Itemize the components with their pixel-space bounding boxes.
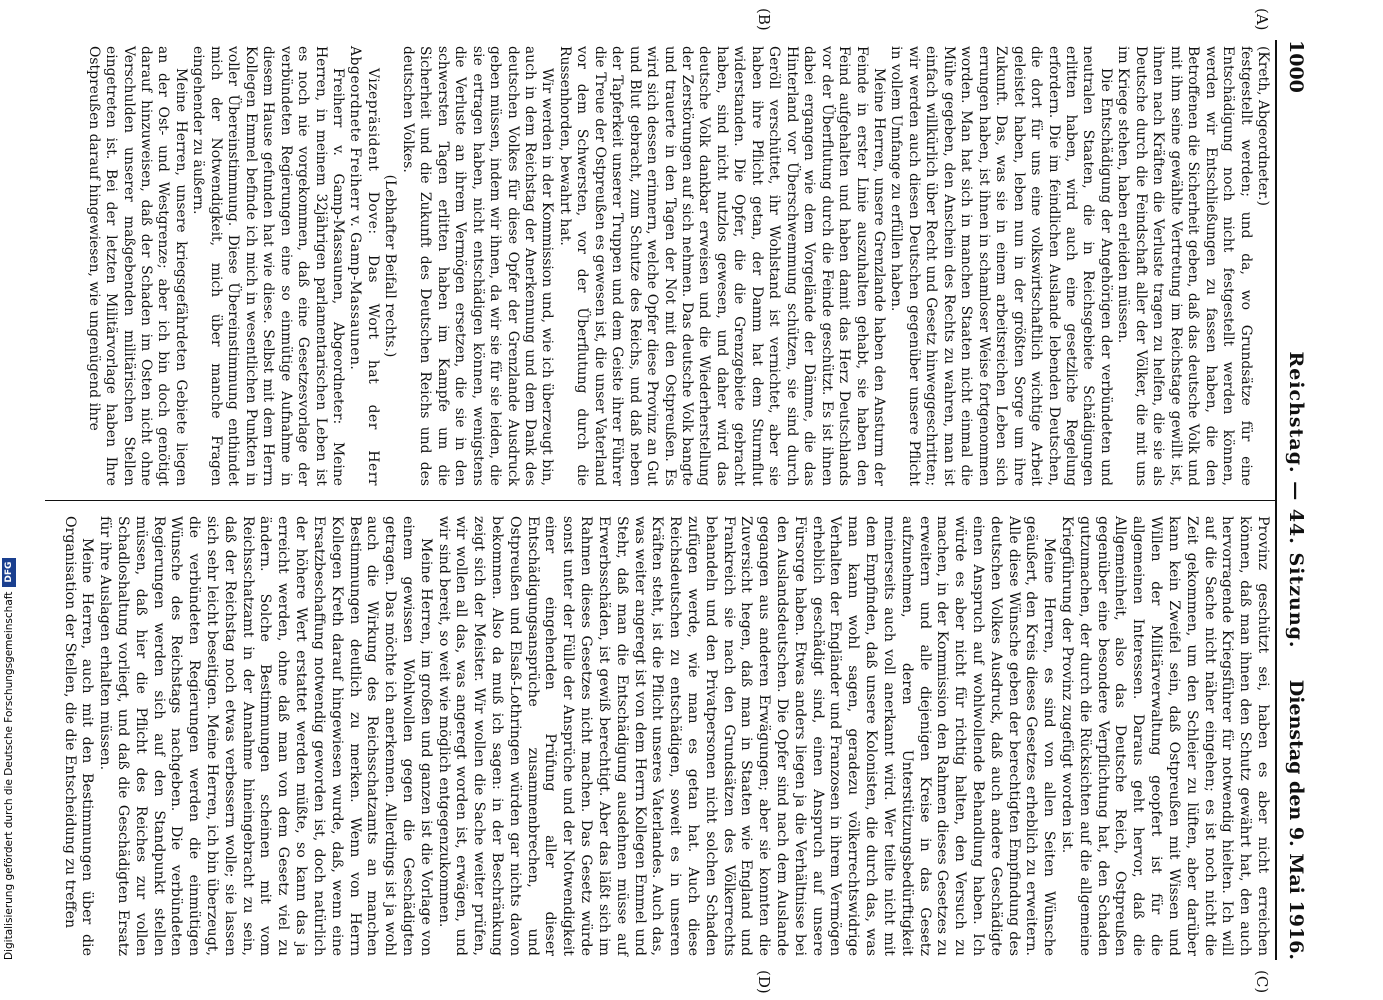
column-divider bbox=[45, 500, 1275, 501]
speaker-announcement: Vizepräsident Dove: Das Wort hat der Herr Abgeordnete Freiherr v. Gamp-Massaunen. bbox=[347, 46, 381, 486]
digitization-attribution bbox=[2, 561, 20, 960]
right-text-column bbox=[60, 516, 1271, 956]
running-title: Reichstag. — 44. Sitzung. bbox=[1285, 351, 1307, 649]
page-header bbox=[1277, 40, 1311, 960]
left-text-column bbox=[84, 46, 1271, 486]
margin-marker-b: (B) bbox=[755, 8, 773, 31]
speaker-note: (Kreth, Abgeordneter.) bbox=[1255, 46, 1271, 206]
paragraph: Meine Herren, es sind von allen Seiten Wünsche geäußert, den Kreis dieses Gesetzes erheblich zu erweitern. Alle diese Wünsche geben der berechtigten Empfindung des deutschen Volkes Ausdruck, daß auch andere Geschädigte einen Anspruch auf wohlwollende Behandlung haben. Ich würde es aber nicht für richtig halten, den Versuch zu machen, in der Kommission den Rahmen dieses Gesetzes zu erweitern und alle diejenigen Kreise in das Gesetz aufzunehmen, deren Unterstützungsbedürftigkeit meinerseits auch voll anerkannt wird. Wer teilte nicht mit dem Empfinden, daß unsere Kolonisten, die durch das, was man kann wohl sagen, geradezu völkerrechtswidrige Verhalten der Engländer und Franzosen in ihrem Vermögen erheblich geschädigt sind, einen Anspruch auf unsere Fürsorge haben. Etwas anders liegen ja die Verhältnisse bei den Auslandsdeutschen. Die Opfer sind nach dem Auslande gegangen aus anderen Erwägungen; aber sie konnten die Zuversicht hegen, daß man in Staaten wie England und Frankreich sie nach den Grundsätzen des Völkerrechts behandeln und den Privatpersonen nicht solchen Schaden zufügen werde, wie man es getan hat. Auch diese Reichsdeutschen zu entschädigen, soweit es in unseren Kräften steht, ist die Pflicht unseres Vaterlandes. Auch das, was weiter angeregt ist von dem Herrn Kollegen Emmel und Stehr, daß man die Entschädigung ausdehnen müsse auf Erwerbsschäden, ist gewiß berechtigt. Aber das läßt sich im Rahmen dieses Gesetzes nicht machen. Das Gesetz würde sonst unter der Fülle der Ansprüche und der Notwendigkeit einer eingehenden Prüfung aller dieser Entschädigungsansprüche zusammenbrechen, und Ostpreußen und Elsaß-Lothringen würden gar nichts davon bekommen. Also da muß ich sagen: in der Beschränkung zeigt sich der Meister. Wir wollen die Sache weiter prüfen, wir wollen all das, was angeregt worden ist, erwägen, und wir sind bereit, so weit wie möglich entgegenzukommen. bbox=[435, 516, 1058, 956]
paragraph: Wir werden in der Kommission und, wie ich überzeugt bin, auch in dem Reichstag der Anerkennung und dem Dank des deutschen Volkes für diese Opfer der Grenzlande Ausdruck geben müssen, indem wir ihnen, da wir sie für sie leiden, die sie ertragen haben, nicht entschädigen können, wenigstens die Verluste an ihrem Vermögen ersetzen, die sie in den schwersten Tagen erlitten haben im Kampfe um die Sicherheit und die Zukunft des Deutschen Reichs und des deutschen Volkes. bbox=[399, 46, 556, 486]
margin-marker-c: (C) bbox=[1253, 970, 1271, 994]
attribution-text: Digitalisierung gefördert durch die Deutsche Forschungsgemeinschaft bbox=[3, 591, 15, 960]
paragraph: Provinz geschützt sei, haben es aber nicht erreichen können, daß man ihnen den Schutz gewährt hat, den auch hervorragende Kriegsführer für notwendig hielten. Ich will auf die Sache nicht näher eingehen; es ist noch nicht die Zeit gekommen, um den Schleier zu lüften, aber darüber kann kein Zweifel sein, daß Ostpreußen mit Wissen und Willen der Militärverwaltung geopfert ist für die allgemeinen Interessen. Daraus geht hervor, daß die Allgemeinheit, also das Deutsche Reich, Ostpreußen gegenüber eine besondere Verpflichtung hat, den Schaden gutzumachen, der durch die Rücksichten auf die allgemeine Kriegführung der Provinz zugefügt worden ist. bbox=[1059, 516, 1271, 956]
paragraph: Meine Herren, unsere Grenzlande haben den Ansturm der Feinde in erster Linie auszuhalten gehabt, sie haben den Feind aufgehalten und haben damit das Herz Deutschlands vor der Überflutung durch die Feinde geschützt. Es ist ihnen dabei ergangen wie dem Vorgelände der Dämme, die das Hinterland vor Überschwemmung schützen, sie sind durch Geröll verschüttet, ihr Wohlstand ist vernichtet, aber sie haben ihre Pflicht getan, der Damm hat dem Sturmflut widerstanden. Die Opfer, die die Grenzgebiete gebracht haben, sind nicht nutzlos gewesen, und daher wird das deutsche Volk dankbar erweisen und die Wiederherstellung der Zerstörungen auf sich nehmen. Das deutsche Volk bangte und trauerte in den Tagen der Not mit den Ostpreußen. Es wird sich dessen erinnern, welche Opfer diese Provinz an Gut und Blut gebracht, zum Schutze des Reichs, und daß neben der Tapferkeit unserer Truppen und dem Geiste ihrer Führer die Treue der Ostpreußen es gewesen ist, die unser Vaterland vor dem Schwersten, vor der Überflutung durch die Russenhorden, bewahrt hat. bbox=[556, 46, 888, 486]
paragraph: Die Entschädigung der Angehörigen der verbündeten und neutralen Staaten, die in Reichsgebiete Schädigungen erlitten haben, wird auch eine gesetzliche Regelung erfordern. Die im feindlichen Auslande lebenden Deutschen, die dort für uns eine volkswirtschaftlich wichtige Arbeit geleistet haben, leben nun in der größten Sorge um ihre Zukunft. Das, was sie in einem arbeitsreichen Leben sich errungen haben, ist ihnen in schamloser Weise fortgenommen worden. Man hat sich in manchen Staaten nicht einmal die Mühe gegeben, den Anschein des Rechts zu wahren, man ist einfach willkürlich über Recht und Gesetz hinweggeschritten; wir werden auch diesen Deutschen gegenüber unsere Pflicht in vollem Umfange zu erfüllen haben. bbox=[888, 46, 1114, 486]
paragraph: Meine Herren, auch mit den Bestimmungen über die Organisation der Stellen, die die Entscheidung zu treffen bbox=[61, 516, 96, 956]
page-number: 1000 bbox=[1285, 40, 1307, 93]
session-date: Dienstag den 9. Mai 1916. bbox=[1285, 679, 1307, 960]
paragraph: Freiherr v. Gamp-Massaunen, Abgeordneter: Meine Herren, in meinem 32jährigen parlamentarischen Leben ist es noch nie vorgekommen, daß eine Gesetzesvorlage der verbündeten Regierungen eine so einmütige Aufnahme in diesem Hause gefunden hat wie diese. Selbst mit dem Herrn Kollegen Emmel befinde ich mich in wesentlichen Punkten in voller Übereinstimmung. Diese Übereinstimmung enthindet mich der Notwendigkeit, mich über manche Fragen eingehender zu äußern. bbox=[190, 46, 346, 486]
applause-note: (Lebhafter Beifall rechts.) bbox=[382, 174, 399, 358]
margin-marker-d: (D) bbox=[755, 970, 773, 994]
paragraph: Meine Herren, unsere kriegsgefährdeten Gebiete liegen an der Ost- und Westgrenze; aber ich bin doch genötigt darauf hinzuweisen, daß der Schaden im Osten nicht ohne Verschulden unserer maßgebenden militärischen Stellen eingetreten ist. Bei der letzten Militärvorlage haben Ihre Ostpreußen darauf hingewiesen, wie ungenügend ihre bbox=[85, 46, 189, 486]
dfg-logo-icon: DFG bbox=[2, 558, 16, 587]
paragraph: Meine Herren, im großen und ganzen ist die Vorlage von einem gewissen Wohlwollen gegen die Geschädigten getragen. Das möchte ich anerkennen. Allerdings ist ja wohl auch die Wirkung des Reichsschatzamts an manchen Bestimmungen deutlich zu merken. Wenn von Herrn Kollegen Kreth darauf hingewiesen wurde, daß, wenn eine Ersatzbeschaffung notwendig geworden ist, doch natürlich der höhere Wert erstattet werden müßte, so kann das ja erreicht werden, ohne daß man von dem Gesetz viel zu ändern. Solche Bestimmungen scheinen mit vom Reichsschatzamt in der Annahme hineingebracht zu sein, daß der Reichstag noch etwas verbessern wolle; sie lassen sich sehr leicht beseitigen. Meine Herren, ich bin überzeugt, die verbündeten Regierungen werden die einmütigen Wünsche des Reichstags nachgeben. Die verbündeten Regierungen werden sich auf den Standpunkt stellen müssen, daß hier die Pflicht des Reiches zur vollen Schadloshaltung vorliegt, und daß die Geschädigten Ersatz für ihre Auslagen erhalten müssen. bbox=[97, 516, 434, 956]
header-rule bbox=[1275, 40, 1277, 960]
margin-marker-a: (A) bbox=[1253, 8, 1271, 31]
paragraph: festgestellt werden; und da, wo Grundsätze für eine Entschädigung noch nicht festgestellt werden können, werden wir Entschließungen zu fassen haben, die den Betroffenen die Sicherheit geben, daß das deutsche Volk und mit ihm seine gewählte Vertretung im Reichstage gewillt ist, ihnen nach Kräften die Verluste tragen zu helfen, die sie als Deutsche durch die Feindschaft aller der Völker, die mit uns im Kriege stehen, haben erleiden müssen. bbox=[1115, 46, 1254, 486]
